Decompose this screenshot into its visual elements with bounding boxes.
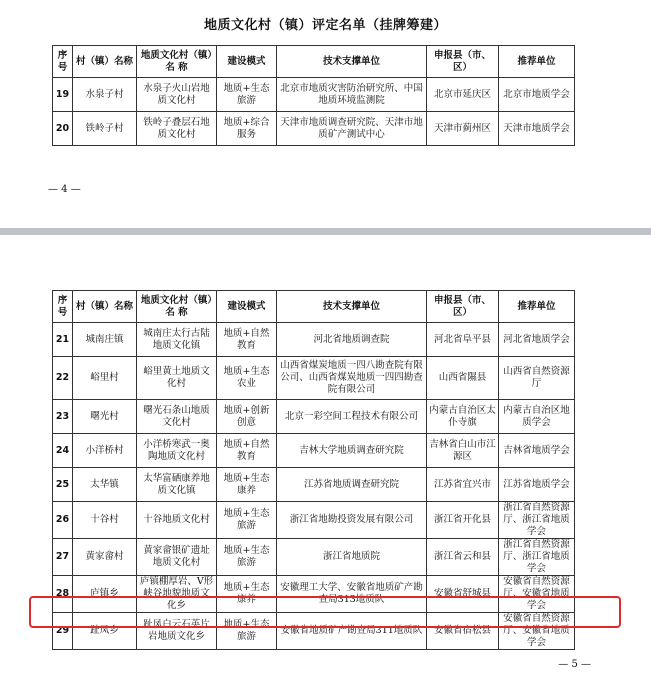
row-county: 浙江省云和县: [427, 539, 499, 576]
row-support: 吉林大学地质调查研究院: [277, 434, 427, 468]
row-recommender: 河北省地质学会: [499, 323, 575, 357]
row-support: 安徽省地质矿产勘查局311地质队: [277, 613, 427, 650]
row-culture-name: 黄家畲银矿遗址地质文化村: [137, 539, 217, 576]
row-mode: 地质+生态旅游: [217, 502, 277, 539]
row-county: 内蒙古自治区太仆寺旗: [427, 400, 499, 434]
row-recommender: 内蒙古自治区地质学会: [499, 400, 575, 434]
table-row: [53, 357, 575, 400]
row-mode: 地质+生态农业: [217, 357, 277, 400]
selection-table-page-5: [52, 290, 575, 650]
table-row: [53, 78, 575, 112]
row-mode: 地质+自然教育: [217, 434, 277, 468]
header-support: 技术支撑单位: [277, 291, 427, 323]
row-recommender: 安徽省自然资源厅、安徽省地质学会: [499, 576, 575, 613]
row-village: 水泉子村: [73, 78, 137, 112]
row-village: 峪里村: [73, 357, 137, 400]
header-county: 申报县（市、区）: [427, 46, 499, 78]
row-county: 安徽省舒城县: [427, 576, 499, 613]
row-no: 25: [53, 468, 73, 502]
row-support: 河北省地质调查院: [277, 323, 427, 357]
row-support: 天津市地质调查研究院、天津市地质矿产测试中心: [277, 112, 427, 146]
table-row: [53, 468, 575, 502]
row-no: 26: [53, 502, 73, 539]
header-no: 序号: [53, 46, 73, 78]
row-village: 趾凤乡: [73, 613, 137, 650]
table-header-row: [53, 46, 575, 78]
table-row: [53, 323, 575, 357]
row-culture-name: 太华富硒康养地质文化镇: [137, 468, 217, 502]
row-village: 城南庄镇: [73, 323, 137, 357]
row-recommender: 北京市地质学会: [499, 78, 575, 112]
row-culture-name: 庐镇棚厚岩、V形峡谷地貌地质文化乡: [137, 576, 217, 613]
page-number: — 4 —: [48, 184, 81, 195]
row-no: 27: [53, 539, 73, 576]
row-recommender: 天津市地质学会: [499, 112, 575, 146]
row-recommender: 浙江省自然资源厅、浙江省地质学会: [499, 539, 575, 576]
row-county: 山西省隰县: [427, 357, 499, 400]
table-header-row: [53, 291, 575, 323]
row-county: 北京市延庆区: [427, 78, 499, 112]
header-culture-name: 地质文化村（镇）名 称: [137, 46, 217, 78]
table-row: [53, 539, 575, 576]
row-support: 北京市地质灾害防治研究所、中国地质环境监测院: [277, 78, 427, 112]
row-recommender: 江苏省地质学会: [499, 468, 575, 502]
row-culture-name: 铁岭子叠层石地质文化村: [137, 112, 217, 146]
row-village: 庐镇乡: [73, 576, 137, 613]
row-county: 天津市蓟州区: [427, 112, 499, 146]
row-mode: 地质+生态旅游: [217, 539, 277, 576]
row-county: 安徽省宿松县: [427, 613, 499, 650]
header-recommender: 推荐单位: [499, 291, 575, 323]
table-row: [53, 400, 575, 434]
row-recommender: 浙江省自然资源厅、浙江省地质学会: [499, 502, 575, 539]
table-row: [53, 613, 575, 650]
selection-table-page-4: [52, 45, 575, 146]
header-village: 村（镇）名称: [73, 46, 137, 78]
row-support: 江苏省地质调查研究院: [277, 468, 427, 502]
row-no: 23: [53, 400, 73, 434]
header-county: 申报县（市、区）: [427, 291, 499, 323]
row-culture-name: 曙光石条山地质文化村: [137, 400, 217, 434]
row-culture-name: 水泉子火山岩地质文化村: [137, 78, 217, 112]
row-culture-name: 城南庄太行古陆地质文化镇: [137, 323, 217, 357]
row-culture-name: 趾凤白云石英片岩地质文化乡: [137, 613, 217, 650]
table-row: [53, 434, 575, 468]
row-support: 山西省煤炭地质一四八勘查院有限公司、山西省煤炭地质一四四勘查院有限公司: [277, 357, 427, 400]
row-village: 小洋桥村: [73, 434, 137, 468]
row-mode: 地质+自然教育: [217, 323, 277, 357]
header-support: 技术支撑单位: [277, 46, 427, 78]
row-mode: 地质+生态旅游: [217, 78, 277, 112]
row-village: 太华镇: [73, 468, 137, 502]
row-county: 江苏省宜兴市: [427, 468, 499, 502]
row-recommender: 安徽省自然资源厅、安徽省地质学会: [499, 613, 575, 650]
row-village: 黄家畲村: [73, 539, 137, 576]
header-recommender: 推荐单位: [499, 46, 575, 78]
row-no: 24: [53, 434, 73, 468]
row-no: 29: [53, 613, 73, 650]
row-support: 浙江省地勘投资发展有限公司: [277, 502, 427, 539]
row-culture-name: 十谷地质文化村: [137, 502, 217, 539]
header-village: 村（镇）名称: [73, 291, 137, 323]
row-culture-name: 峪里黄土地质文化村: [137, 357, 217, 400]
row-village: 铁岭子村: [73, 112, 137, 146]
row-recommender: 山西省自然资源厅: [499, 357, 575, 400]
row-support: 浙江省地质院: [277, 539, 427, 576]
row-no: 28: [53, 576, 73, 613]
row-mode: 地质+生态康养: [217, 576, 277, 613]
row-no: 19: [53, 78, 73, 112]
row-county: 河北省阜平县: [427, 323, 499, 357]
header-no: 序号: [53, 291, 73, 323]
row-county: 吉林省白山市江源区: [427, 434, 499, 468]
row-support: 北京一彩空间工程技术有限公司: [277, 400, 427, 434]
row-mode: 地质+创新创意: [217, 400, 277, 434]
table-row: [53, 112, 575, 146]
row-no: 20: [53, 112, 73, 146]
header-mode: 建设模式: [217, 291, 277, 323]
document-page-4: [0, 0, 651, 228]
row-village: 十谷村: [73, 502, 137, 539]
row-no: 21: [53, 323, 73, 357]
page-number: — 5 —: [558, 659, 591, 670]
header-mode: 建设模式: [217, 46, 277, 78]
row-county: 浙江省开化县: [427, 502, 499, 539]
header-culture-name: 地质文化村（镇）名 称: [137, 291, 217, 323]
row-recommender: 吉林省地质学会: [499, 434, 575, 468]
table-row: [53, 576, 575, 613]
row-support: 安徽理工大学、安徽省地质矿产勘查局313地质队: [277, 576, 427, 613]
page-title: 地质文化村（镇）评定名单（挂牌筹建）: [203, 18, 447, 33]
table-row: [53, 502, 575, 539]
row-village: 曙光村: [73, 400, 137, 434]
row-mode: 地质+生态康养: [217, 468, 277, 502]
row-culture-name: 小洋桥寒武一奥陶地质文化村: [137, 434, 217, 468]
row-no: 22: [53, 357, 73, 400]
document-page-5: [0, 235, 651, 681]
page-separator: [0, 228, 651, 235]
row-mode: 地质+综合服务: [217, 112, 277, 146]
row-mode: 地质+生态旅游: [217, 613, 277, 650]
